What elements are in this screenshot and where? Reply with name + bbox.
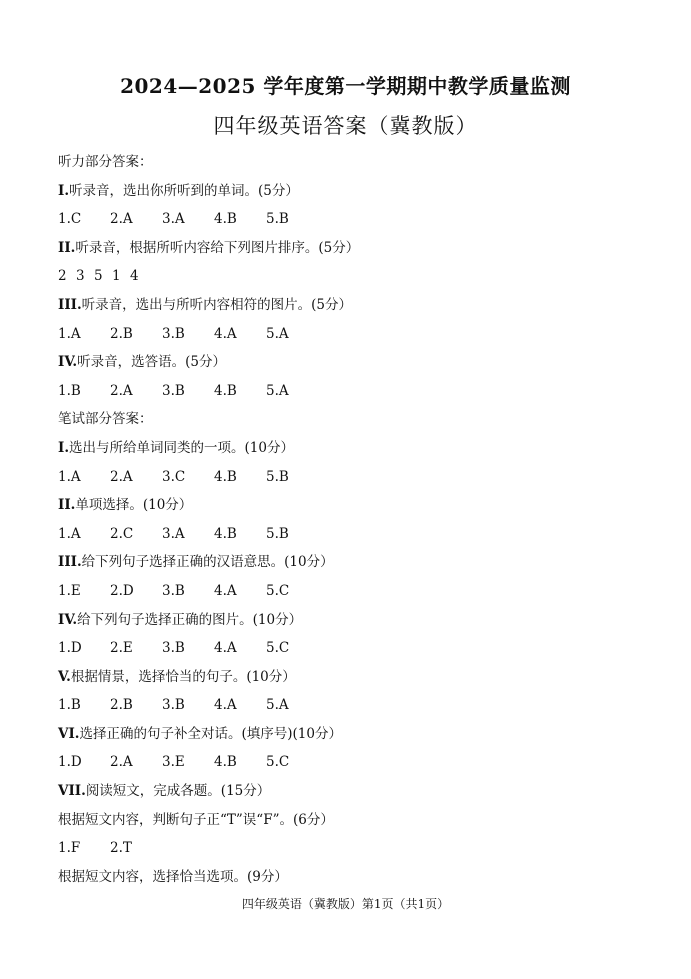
- section-heading: VII.阅读短文，完成各题。(15分）: [58, 783, 271, 800]
- answer-row: 1.A 2.B 3.B 4.A 5.A: [58, 325, 289, 342]
- answer-row: 1.C 2.A 3.A 4.B 5.B: [58, 211, 289, 228]
- section-heading: I.选出与所给单词同类的一项。(10分）: [58, 439, 294, 456]
- section-heading: I.听录音，选出你所听到的单词。(5分）: [58, 182, 299, 199]
- section-heading: IV.听录音，选答语。(5分）: [58, 354, 226, 371]
- answer-row: 1.D 2.E 3.B 4.A 5.C: [58, 640, 290, 657]
- page-footer: 四年级英语（冀教版）第1页（共1页）: [241, 897, 450, 911]
- listening-label: 听力部分答案：: [58, 154, 153, 170]
- answer-row: 1.A 2.A 3.C 4.B 5.B: [58, 468, 289, 485]
- reading-subquestion-2: 根据短文内容，选择恰当选项。(9分）: [58, 868, 288, 885]
- answer-row: 1.D 2.A 3.E 4.B 5.C: [58, 754, 290, 771]
- section-heading: II.单项选择。(10分）: [58, 497, 193, 514]
- answer-row: 1.A 2.C 3.A 4.B 5.B: [58, 525, 289, 542]
- answer-row: 1.B 2.B 3.B 4.A 5.A: [58, 697, 289, 714]
- answer-row: 2 3 5 1 4: [58, 268, 139, 285]
- answer-row: 1.B 2.A 3.B 4.B 5.A: [58, 382, 289, 399]
- writing-label: 笔试部分答案：: [58, 411, 153, 428]
- answer-row: 1.F 2.T: [58, 840, 132, 857]
- reading-subquestion-1: 根据短文内容，判断句子正“T”误“F”。(6分）: [58, 811, 334, 828]
- section-heading: III.给下列句子选择正确的汉语意思。(10分）: [58, 554, 334, 571]
- exam-subtitle: 四年级英语答案（冀教版）: [213, 114, 478, 138]
- section-heading: IV.给下列句子选择正确的图片。(10分）: [58, 611, 303, 628]
- section-heading: III.听录音，选出与所听内容相符的图片。(5分）: [58, 296, 353, 313]
- section-heading: V.根据情景，选择恰当的句子。(10分）: [58, 668, 296, 685]
- exam-title: 2024—2025 学年度第一学期期中教学质量监测: [120, 74, 571, 98]
- section-heading: II.听录音，根据所听内容给下列图片排序。(5分）: [58, 239, 360, 256]
- answer-content: [58, 148, 658, 891]
- section-heading: VI.选择正确的句子补全对话。(填序号)(10分）: [58, 725, 342, 742]
- answer-row: 1.E 2.D 3.B 4.A 5.C: [58, 582, 290, 599]
